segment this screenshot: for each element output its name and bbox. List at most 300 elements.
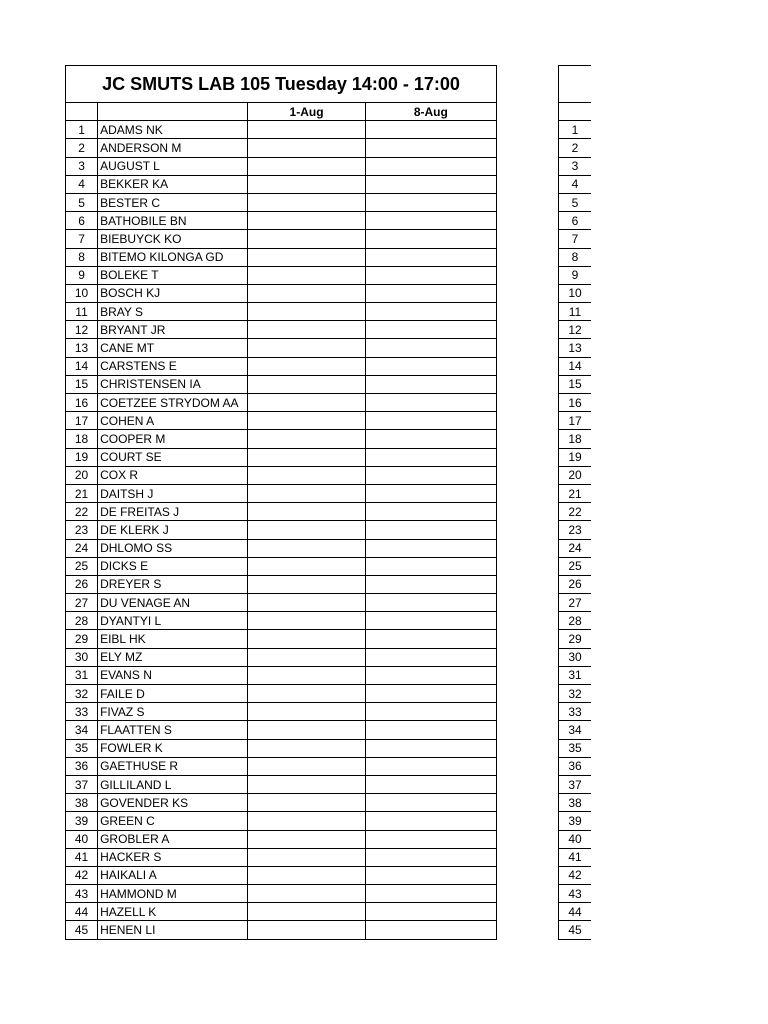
row-number: 28 <box>559 612 592 630</box>
student-name: EVANS N <box>98 666 248 684</box>
table-row <box>66 430 497 448</box>
row-number: 20 <box>66 466 98 484</box>
student-name: HACKER S <box>98 848 248 866</box>
row-number: 43 <box>66 885 98 903</box>
attendance-cell-1[interactable] <box>248 703 365 721</box>
attendance-cell-2[interactable] <box>365 775 496 793</box>
row-number: 11 <box>66 303 98 321</box>
row-number: 24 <box>66 539 98 557</box>
student-name: HAMMOND M <box>98 885 248 903</box>
header-blank-name <box>98 103 248 121</box>
table-row <box>66 175 497 193</box>
table-row <box>66 812 497 830</box>
table-row <box>559 230 592 248</box>
table-row <box>559 430 592 448</box>
student-name: DREYER S <box>98 575 248 593</box>
table-row <box>66 666 497 684</box>
table-row <box>559 666 592 684</box>
table-row <box>559 575 592 593</box>
table-row <box>559 866 592 884</box>
attendance-cell-1[interactable] <box>248 412 365 430</box>
title-row-partial <box>559 66 592 103</box>
attendance-cell-1[interactable] <box>248 539 365 557</box>
table-row <box>559 921 592 939</box>
table-row <box>66 539 497 557</box>
row-number: 25 <box>559 557 592 575</box>
student-name: DAITSH J <box>98 484 248 502</box>
table-row <box>559 412 592 430</box>
attendance-cell-2[interactable] <box>365 666 496 684</box>
student-name: EIBL HK <box>98 630 248 648</box>
row-number: 22 <box>559 503 592 521</box>
student-name: BRYANT JR <box>98 321 248 339</box>
table-row <box>66 139 497 157</box>
table-row <box>559 157 592 175</box>
table-row <box>559 848 592 866</box>
attendance-cell-2[interactable] <box>365 466 496 484</box>
row-number: 16 <box>559 394 592 412</box>
attendance-cell-2[interactable] <box>365 812 496 830</box>
student-name: COX R <box>98 466 248 484</box>
table-row <box>66 339 497 357</box>
attendance-cell-2[interactable] <box>365 921 496 939</box>
attendance-cell-1[interactable] <box>248 521 365 539</box>
table-row <box>559 448 592 466</box>
attendance-cell-2[interactable] <box>365 394 496 412</box>
student-name: BATHOBILE BN <box>98 212 248 230</box>
attendance-cell-1[interactable] <box>248 557 365 575</box>
attendance-cell-2[interactable] <box>365 139 496 157</box>
table-row <box>559 757 592 775</box>
attendance-cell-1[interactable] <box>248 830 365 848</box>
table-row <box>559 121 592 139</box>
table-row <box>66 594 497 612</box>
row-number: 45 <box>66 921 98 939</box>
row-number: 33 <box>66 703 98 721</box>
row-number: 15 <box>559 375 592 393</box>
attendance-cell-1[interactable] <box>248 175 365 193</box>
student-name: BEKKER KA <box>98 175 248 193</box>
attendance-cell-1[interactable] <box>248 375 365 393</box>
table-row <box>559 175 592 193</box>
table-row <box>66 685 497 703</box>
row-number: 35 <box>559 739 592 757</box>
attendance-cell-1[interactable] <box>248 739 365 757</box>
table-row <box>66 866 497 884</box>
attendance-cell-2[interactable] <box>365 284 496 302</box>
attendance-cell-2[interactable] <box>365 430 496 448</box>
table-row <box>559 193 592 211</box>
row-number: 31 <box>559 666 592 684</box>
attendance-cell-2[interactable] <box>365 357 496 375</box>
attendance-cell-1[interactable] <box>248 648 365 666</box>
table-row <box>559 557 592 575</box>
attendance-cell-2[interactable] <box>365 721 496 739</box>
attendance-cell-1[interactable] <box>248 303 365 321</box>
attendance-cell-1[interactable] <box>248 139 365 157</box>
attendance-cell-2[interactable] <box>365 193 496 211</box>
table-row <box>66 212 497 230</box>
table-row <box>66 648 497 666</box>
table-row <box>66 303 497 321</box>
attendance-cell-2[interactable] <box>365 830 496 848</box>
student-name: DU VENAGE AN <box>98 594 248 612</box>
row-number: 33 <box>559 703 592 721</box>
attendance-cell-1[interactable] <box>248 339 365 357</box>
row-number: 5 <box>66 193 98 211</box>
attendance-cell-1[interactable] <box>248 466 365 484</box>
row-number: 3 <box>66 157 98 175</box>
row-number: 25 <box>66 557 98 575</box>
table-row <box>66 557 497 575</box>
row-number: 42 <box>559 866 592 884</box>
student-name: CARSTENS E <box>98 357 248 375</box>
attendance-cell-2[interactable] <box>365 412 496 430</box>
sheet-title: JC SMUTS LAB 105 Tuesday 14:00 - 17:00 <box>66 66 497 103</box>
table-row <box>66 794 497 812</box>
attendance-cell-2[interactable] <box>365 848 496 866</box>
student-name: GAETHUSE R <box>98 757 248 775</box>
attendance-cell-1[interactable] <box>248 193 365 211</box>
row-number: 30 <box>559 648 592 666</box>
table-row <box>559 303 592 321</box>
student-name: DE FREITAS J <box>98 503 248 521</box>
student-name: AUGUST L <box>98 157 248 175</box>
attendance-cell-2[interactable] <box>365 175 496 193</box>
row-number: 44 <box>559 903 592 921</box>
student-name: BOLEKE T <box>98 266 248 284</box>
attendance-cell-1[interactable] <box>248 212 365 230</box>
attendance-cell-2[interactable] <box>365 594 496 612</box>
row-number: 42 <box>66 866 98 884</box>
attendance-cell-2[interactable] <box>365 484 496 502</box>
row-number: 32 <box>559 685 592 703</box>
student-name: COETZEE STRYDOM AA <box>98 394 248 412</box>
attendance-cell-2[interactable] <box>365 321 496 339</box>
row-number: 9 <box>66 266 98 284</box>
attendance-cell-2[interactable] <box>365 248 496 266</box>
student-name: BOSCH KJ <box>98 284 248 302</box>
attendance-cell-1[interactable] <box>248 612 365 630</box>
table-row <box>66 248 497 266</box>
table-row <box>66 412 497 430</box>
row-number: 39 <box>66 812 98 830</box>
attendance-cell-2[interactable] <box>365 739 496 757</box>
table-row <box>559 284 592 302</box>
attendance-cell-2[interactable] <box>365 303 496 321</box>
student-name: HENEN LI <box>98 921 248 939</box>
row-number: 6 <box>559 212 592 230</box>
row-number: 3 <box>559 157 592 175</box>
student-name: FIVAZ S <box>98 703 248 721</box>
attendance-cell-2[interactable] <box>365 448 496 466</box>
attendance-cell-1[interactable] <box>248 866 365 884</box>
student-name: FLAATTEN S <box>98 721 248 739</box>
row-number: 14 <box>66 357 98 375</box>
date-header-1: 1-Aug <box>248 103 365 121</box>
attendance-cell-1[interactable] <box>248 903 365 921</box>
row-number: 8 <box>559 248 592 266</box>
row-number: 34 <box>66 721 98 739</box>
attendance-cell-1[interactable] <box>248 630 365 648</box>
student-name: BIEBUYCK KO <box>98 230 248 248</box>
attendance-cell-1[interactable] <box>248 885 365 903</box>
row-number: 16 <box>66 394 98 412</box>
student-name: BITEMO KILONGA GD <box>98 248 248 266</box>
attendance-cell-2[interactable] <box>365 375 496 393</box>
title-row <box>66 66 497 103</box>
row-number: 27 <box>66 594 98 612</box>
partial-header-cell <box>559 103 592 121</box>
attendance-cell-2[interactable] <box>365 685 496 703</box>
student-name: FOWLER K <box>98 739 248 757</box>
row-number: 32 <box>66 685 98 703</box>
row-number: 39 <box>559 812 592 830</box>
table-row <box>559 612 592 630</box>
row-number: 26 <box>66 575 98 593</box>
table-row <box>66 848 497 866</box>
row-number: 13 <box>559 339 592 357</box>
table-row <box>66 321 497 339</box>
attendance-cell-2[interactable] <box>365 557 496 575</box>
partial-title-cell <box>559 66 592 103</box>
table-row <box>66 375 497 393</box>
row-number: 9 <box>559 266 592 284</box>
row-number: 13 <box>66 339 98 357</box>
row-number: 29 <box>559 630 592 648</box>
table-row <box>66 885 497 903</box>
attendance-cell-2[interactable] <box>365 539 496 557</box>
attendance-cell-1[interactable] <box>248 321 365 339</box>
attendance-cell-1[interactable] <box>248 685 365 703</box>
row-number: 37 <box>66 775 98 793</box>
table-row <box>66 448 497 466</box>
table-row <box>66 775 497 793</box>
attendance-cell-1[interactable] <box>248 594 365 612</box>
row-number: 21 <box>559 484 592 502</box>
student-name: HAZELL K <box>98 903 248 921</box>
student-name: BRAY S <box>98 303 248 321</box>
row-number: 40 <box>66 830 98 848</box>
table-row <box>559 739 592 757</box>
table-row <box>559 321 592 339</box>
attendance-cell-1[interactable] <box>248 284 365 302</box>
attendance-cell-1[interactable] <box>248 121 365 139</box>
student-name: ADAMS NK <box>98 121 248 139</box>
row-number: 19 <box>559 448 592 466</box>
table-row <box>66 394 497 412</box>
row-number: 44 <box>66 903 98 921</box>
table-row <box>559 503 592 521</box>
row-number: 10 <box>66 284 98 302</box>
attendance-cell-2[interactable] <box>365 230 496 248</box>
attendance-cell-1[interactable] <box>248 921 365 939</box>
student-name: DHLOMO SS <box>98 539 248 557</box>
table-row <box>559 266 592 284</box>
row-number: 26 <box>559 575 592 593</box>
row-number: 17 <box>559 412 592 430</box>
table-row <box>559 212 592 230</box>
row-number: 30 <box>66 648 98 666</box>
table-row <box>559 830 592 848</box>
row-number: 12 <box>66 321 98 339</box>
row-number: 23 <box>559 521 592 539</box>
attendance-cell-2[interactable] <box>365 612 496 630</box>
table-row <box>559 885 592 903</box>
row-number: 41 <box>66 848 98 866</box>
header-row-partial <box>559 103 592 121</box>
attendance-cell-2[interactable] <box>365 630 496 648</box>
row-number: 21 <box>66 484 98 502</box>
attendance-cell-1[interactable] <box>248 812 365 830</box>
attendance-cell-1[interactable] <box>248 448 365 466</box>
student-name: COHEN A <box>98 412 248 430</box>
attendance-cell-1[interactable] <box>248 230 365 248</box>
row-number: 23 <box>66 521 98 539</box>
row-number: 12 <box>559 321 592 339</box>
table-row <box>66 121 497 139</box>
table-row <box>66 703 497 721</box>
student-name: COURT SE <box>98 448 248 466</box>
table-row <box>559 539 592 557</box>
table-row <box>66 357 497 375</box>
row-number: 40 <box>559 830 592 848</box>
attendance-cell-2[interactable] <box>365 503 496 521</box>
student-name: HAIKALI A <box>98 866 248 884</box>
attendance-cell-2[interactable] <box>365 121 496 139</box>
attendance-cell-1[interactable] <box>248 666 365 684</box>
student-name: CHRISTENSEN IA <box>98 375 248 393</box>
date-header-2: 8-Aug <box>365 103 496 121</box>
row-number: 38 <box>66 794 98 812</box>
table-row <box>559 466 592 484</box>
attendance-cell-1[interactable] <box>248 157 365 175</box>
attendance-cell-1[interactable] <box>248 575 365 593</box>
attendance-cell-2[interactable] <box>365 866 496 884</box>
table-row <box>559 685 592 703</box>
attendance-cell-1[interactable] <box>248 757 365 775</box>
attendance-cell-2[interactable] <box>365 157 496 175</box>
table-row <box>559 521 592 539</box>
row-number: 2 <box>66 139 98 157</box>
row-number: 35 <box>66 739 98 757</box>
table-row <box>66 921 497 939</box>
attendance-cell-1[interactable] <box>248 248 365 266</box>
row-number: 36 <box>559 757 592 775</box>
row-number: 31 <box>66 666 98 684</box>
attendance-cell-2[interactable] <box>365 521 496 539</box>
table-row <box>559 484 592 502</box>
attendance-cell-1[interactable] <box>248 394 365 412</box>
student-name: COOPER M <box>98 430 248 448</box>
row-number: 7 <box>66 230 98 248</box>
header-blank-num <box>66 103 98 121</box>
row-number: 1 <box>66 121 98 139</box>
student-name: DE KLERK J <box>98 521 248 539</box>
table-row <box>66 503 497 521</box>
attendance-cell-2[interactable] <box>365 903 496 921</box>
attendance-cell-1[interactable] <box>248 794 365 812</box>
row-number: 37 <box>559 775 592 793</box>
table-row <box>66 575 497 593</box>
row-number: 38 <box>559 794 592 812</box>
attendance-sheet-partial <box>558 65 591 940</box>
row-number: 18 <box>66 430 98 448</box>
attendance-cell-2[interactable] <box>365 575 496 593</box>
student-name: CANE MT <box>98 339 248 357</box>
student-name: GROBLER A <box>98 830 248 848</box>
attendance-cell-2[interactable] <box>365 885 496 903</box>
row-number: 10 <box>559 284 592 302</box>
attendance-cell-2[interactable] <box>365 648 496 666</box>
row-number: 6 <box>66 212 98 230</box>
attendance-cell-2[interactable] <box>365 339 496 357</box>
table-row <box>559 648 592 666</box>
attendance-sheet <box>65 65 497 940</box>
row-number: 4 <box>66 175 98 193</box>
table-row <box>66 830 497 848</box>
attendance-cell-2[interactable] <box>365 703 496 721</box>
table-row <box>66 230 497 248</box>
table-row <box>559 721 592 739</box>
table-row <box>66 739 497 757</box>
row-number: 11 <box>559 303 592 321</box>
header-row <box>66 103 497 121</box>
table-row <box>559 139 592 157</box>
row-number: 1 <box>559 121 592 139</box>
attendance-cell-1[interactable] <box>248 775 365 793</box>
row-number: 24 <box>559 539 592 557</box>
table-row <box>559 903 592 921</box>
row-number: 34 <box>559 721 592 739</box>
row-number: 22 <box>66 503 98 521</box>
row-number: 19 <box>66 448 98 466</box>
row-number: 28 <box>66 612 98 630</box>
table-row <box>559 375 592 393</box>
attendance-cell-2[interactable] <box>365 757 496 775</box>
attendance-cell-1[interactable] <box>248 503 365 521</box>
student-name: GREEN C <box>98 812 248 830</box>
attendance-cell-2[interactable] <box>365 794 496 812</box>
row-number: 14 <box>559 357 592 375</box>
student-name: GILLILAND L <box>98 775 248 793</box>
row-number: 20 <box>559 466 592 484</box>
attendance-cell-1[interactable] <box>248 266 365 284</box>
student-name: FAILE D <box>98 685 248 703</box>
attendance-cell-1[interactable] <box>248 357 365 375</box>
attendance-cell-1[interactable] <box>248 721 365 739</box>
table-row <box>559 703 592 721</box>
attendance-cell-2[interactable] <box>365 212 496 230</box>
row-number: 43 <box>559 885 592 903</box>
student-name: ELY MZ <box>98 648 248 666</box>
table-row <box>66 193 497 211</box>
table-row <box>559 248 592 266</box>
attendance-cell-1[interactable] <box>248 848 365 866</box>
student-name: DICKS E <box>98 557 248 575</box>
table-row <box>66 757 497 775</box>
attendance-cell-1[interactable] <box>248 430 365 448</box>
student-name: ANDERSON M <box>98 139 248 157</box>
row-number: 7 <box>559 230 592 248</box>
table-row <box>559 794 592 812</box>
student-name: GOVENDER KS <box>98 794 248 812</box>
table-row <box>559 357 592 375</box>
attendance-cell-1[interactable] <box>248 484 365 502</box>
table-row <box>66 266 497 284</box>
attendance-cell-2[interactable] <box>365 266 496 284</box>
table-row <box>559 594 592 612</box>
